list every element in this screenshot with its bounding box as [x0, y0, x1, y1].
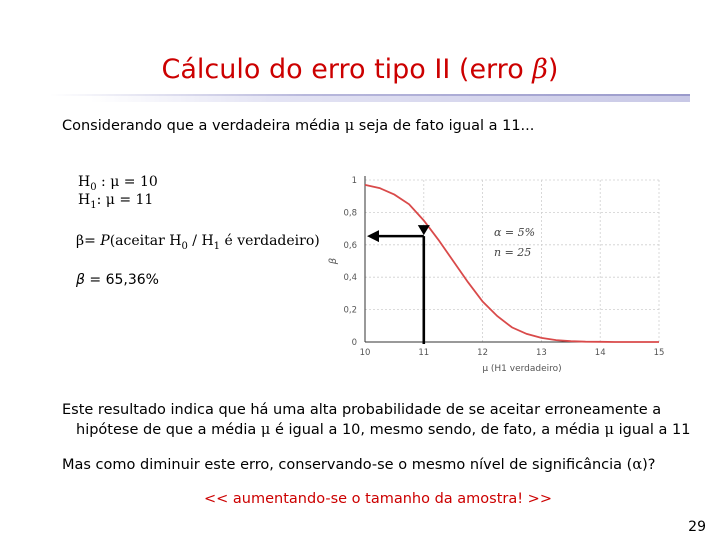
question-part-b: )? [642, 457, 656, 473]
y-tick-label: 0,6 [343, 240, 357, 251]
intro-mu-symbol: μ [344, 118, 355, 134]
y-tick-label: 0,8 [343, 208, 357, 219]
highlight-arrow-left [367, 230, 379, 242]
chart-layer [328, 176, 664, 374]
hypothesis-h1 [78, 192, 153, 211]
title-rule-shadow [90, 96, 690, 102]
intro-part-a: Considerando que a verdadeira média [62, 118, 345, 134]
question-part-a: Mas como diminuir este erro, conservando-se o mesmo nível de significância ( [62, 457, 633, 473]
beta-def-sub0: 0 [181, 240, 188, 252]
result-paragraph [62, 400, 692, 440]
y-axis-label: β [328, 257, 339, 265]
h1-colon: : [96, 192, 106, 208]
result-part-b: hipótese de que a média [76, 422, 261, 438]
title-close: ) [547, 54, 559, 85]
beta-value-number: = 65,36% [84, 272, 159, 288]
beta-value [76, 272, 159, 288]
beta-curve-chart [322, 168, 667, 388]
beta-def-p: P [100, 233, 110, 249]
sample-size-callout: << aumentando-se o tamanho da amostra! >> [204, 491, 552, 507]
title-text: Cálculo do erro tipo II (erro [161, 54, 533, 85]
x-tick-label: 12 [477, 348, 489, 358]
result-part-d: igual a 11 [613, 422, 691, 438]
result-mu-2: μ [604, 422, 614, 438]
h1-mu: μ [105, 192, 115, 208]
beta-def-sub1: 1 [213, 240, 221, 252]
hypothesis-h0 [78, 174, 158, 193]
y-tick-label: 0,2 [343, 305, 357, 316]
x-tick-label: 10 [359, 348, 371, 358]
h1-sub: 1 [90, 199, 97, 211]
chart-annotation: α = 5% [494, 226, 536, 239]
slide-title [0, 54, 720, 85]
beta-curve-line [365, 185, 659, 342]
h0-colon: : [96, 174, 111, 190]
beta-def-mid: / H [187, 233, 214, 249]
result-line-2 [62, 420, 692, 440]
result-line-1: Este resultado indica que há uma alta probabilidade de se aceitar erroneamente a [62, 402, 662, 418]
x-axis-label: μ (H1 verdadeiro) [482, 364, 562, 374]
h0-value: = 10 [119, 174, 158, 190]
question-paragraph [62, 457, 656, 473]
beta-def-eq: = [84, 233, 101, 249]
intro-text [62, 118, 534, 134]
y-tick-label: 0 [351, 338, 357, 348]
h0-letter: H [78, 174, 91, 190]
beta-definition [76, 233, 320, 252]
highlight-arrow-top [418, 225, 430, 235]
h1-value: = 11 [114, 192, 154, 208]
intro-part-b: seja de fato igual a 11... [354, 118, 535, 134]
question-alpha: α [632, 457, 643, 473]
y-tick-label: 0,4 [343, 273, 357, 284]
beta-def-a: (aceitar H [109, 233, 182, 249]
x-tick-label: 14 [594, 348, 606, 358]
beta-def-b: é verdadeiro) [220, 233, 320, 249]
x-tick-label: 15 [653, 348, 665, 358]
title-beta-symbol: β [532, 54, 548, 85]
title-rule [50, 94, 690, 96]
x-tick-label: 13 [535, 348, 547, 358]
y-tick-label: 1 [351, 176, 357, 186]
result-mu-1: μ [260, 422, 271, 438]
result-part-c: é igual a 10, mesmo sendo, de fato, a média [270, 422, 605, 438]
h1-letter: H [78, 192, 91, 208]
page-number: 29 [688, 519, 706, 535]
chart-annotation: n = 25 [494, 246, 532, 259]
beta-value-symbol: β [76, 272, 85, 288]
x-tick-label: 11 [418, 348, 430, 358]
beta-def-symbol: β [76, 233, 85, 249]
h0-mu: μ [110, 174, 120, 190]
h0-sub: 0 [90, 181, 97, 193]
